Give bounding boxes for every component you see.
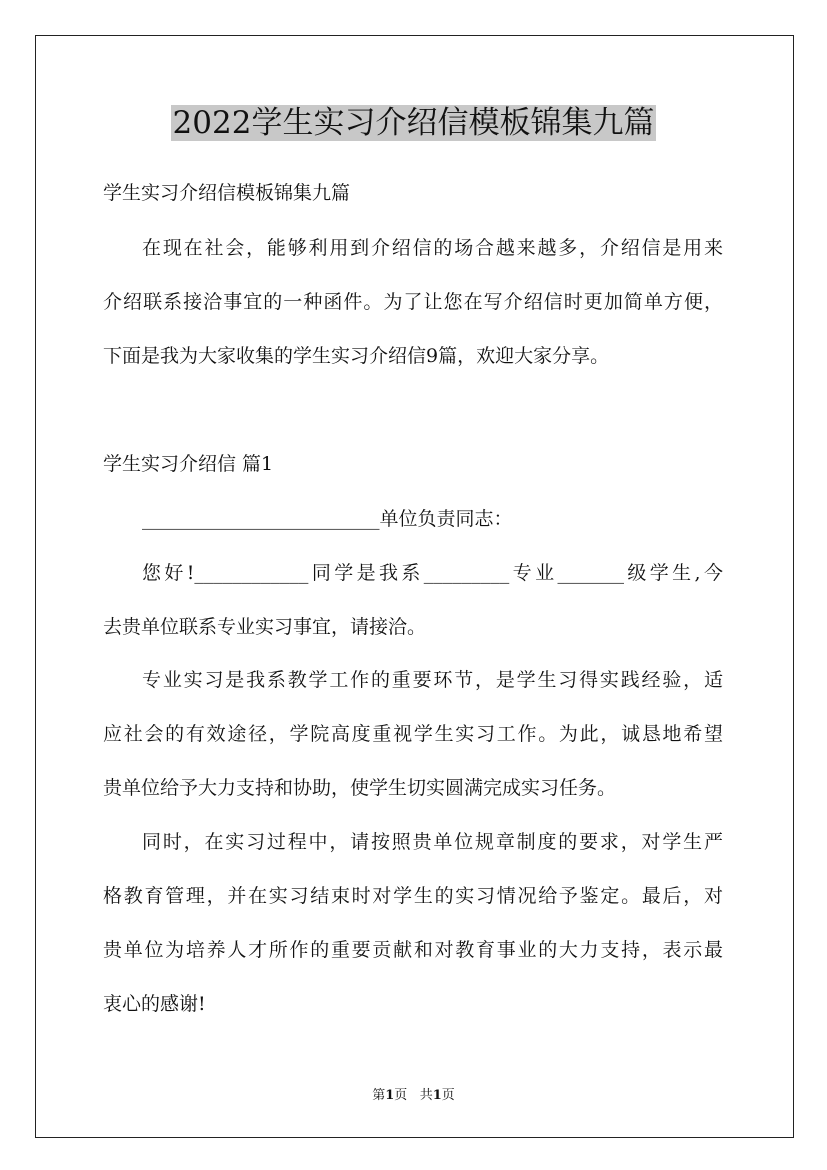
letter-line: 衷心的感谢! bbox=[103, 993, 206, 1015]
total-pages: 1 bbox=[432, 1088, 442, 1103]
page-number: 1 bbox=[385, 1088, 395, 1103]
footer-text: 页 bbox=[394, 1088, 408, 1103]
letter-line: _________________________单位负责同志： bbox=[142, 508, 513, 530]
letter-line: 贵单位为培养人才所作的重要贡献和对教育事业的大力支持，表示最 bbox=[103, 939, 723, 961]
document-title bbox=[0, 104, 827, 142]
title-text: 2022学生实习介绍信模板锦集九篇 bbox=[172, 105, 655, 141]
footer-text: 共 bbox=[419, 1088, 433, 1103]
subtitle: 学生实习介绍信模板锦集九篇 bbox=[103, 182, 351, 204]
page-footer bbox=[0, 1084, 827, 1103]
letter-line: 同时，在实习过程中，请按照贵单位规章制度的要求，对学生严 bbox=[142, 831, 723, 853]
letter-line: 去贵单位联系专业实习事宜，请接洽。 bbox=[103, 616, 427, 638]
letter-line: 格教育管理，并在实习结束时对学生的实习情况给予鉴定。最后，对 bbox=[103, 885, 723, 907]
letter-line: 应社会的有效途径，学院高度重视学生实习工作。为此，诚恳地希望 bbox=[103, 723, 723, 745]
letter-line: 您好!____________同学是我系_________专业_______级学生,今 bbox=[142, 562, 723, 584]
intro-line: 下面是我为大家收集的学生实习介绍信9篇，欢迎大家分享。 bbox=[103, 345, 610, 367]
intro-line: 介绍联系接洽事宜的一种函件。为了让您在写介绍信时更加简单方便， bbox=[103, 291, 723, 313]
intro-line: 在现在社会，能够利用到介绍信的场合越来越多，介绍信是用来 bbox=[142, 237, 723, 259]
footer-text: 页 bbox=[441, 1088, 455, 1103]
footer-text: 第 bbox=[372, 1088, 386, 1103]
letter-line: 专业实习是我系教学工作的重要环节，是学生习得实践经验，适 bbox=[142, 669, 723, 691]
section-heading: 学生实习介绍信 篇1 bbox=[103, 453, 274, 475]
letter-line: 贵单位给予大力支持和协助，使学生切实圆满完成实习任务。 bbox=[103, 777, 617, 799]
